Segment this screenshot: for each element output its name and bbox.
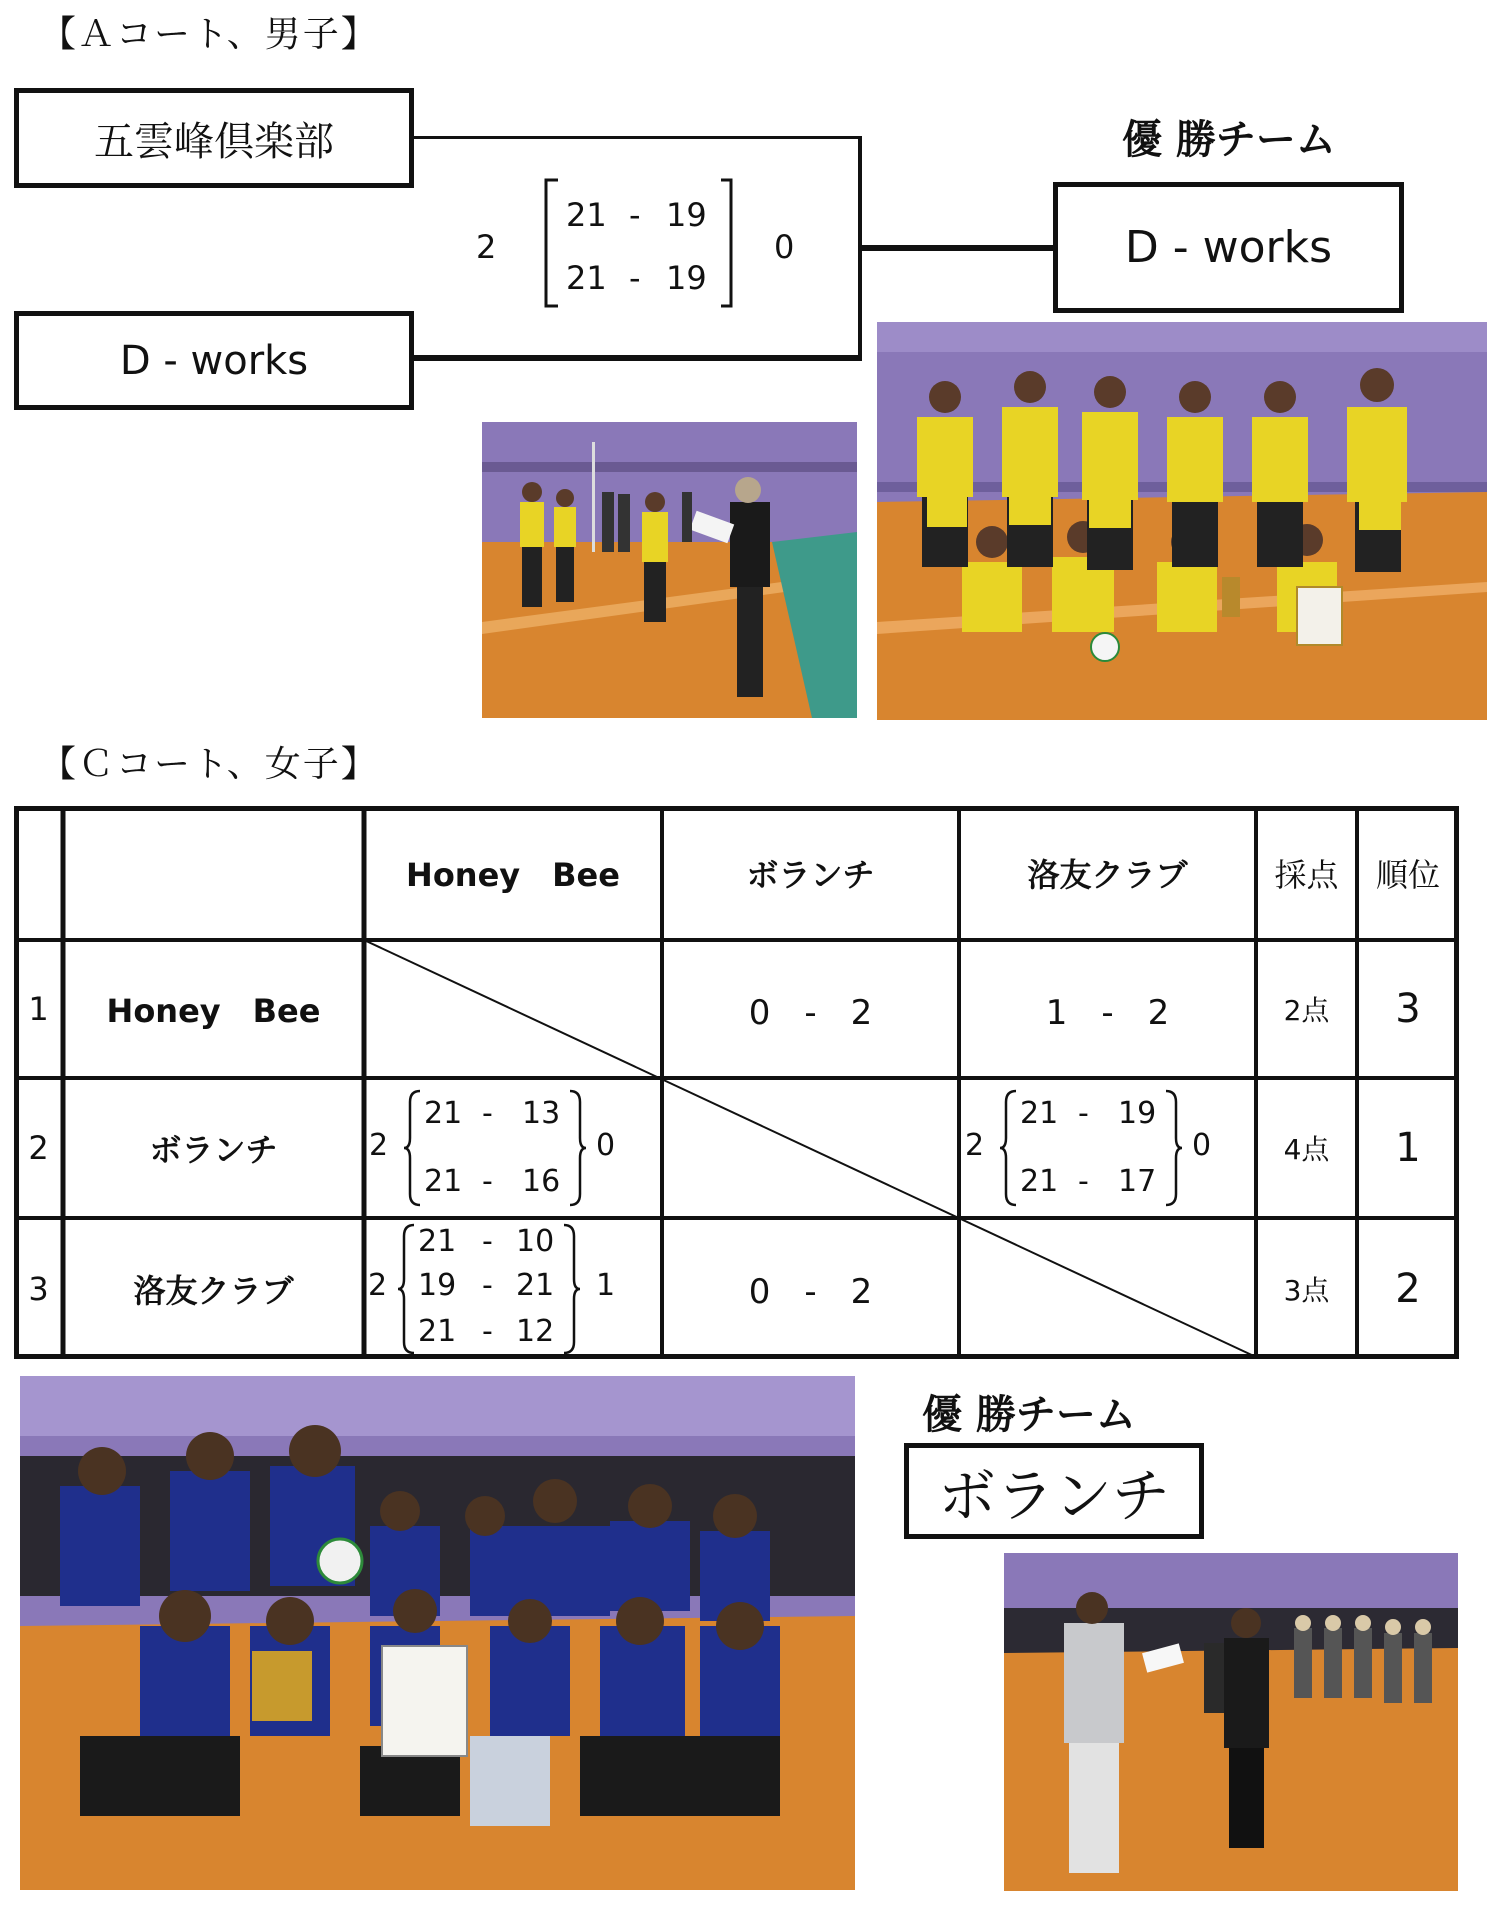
header-honeybee: Honey Bee: [406, 856, 620, 894]
court-a-champion-box: D - works: [1053, 182, 1404, 313]
header-rank: 順位: [1375, 856, 1440, 894]
final-set2-sep: -: [629, 259, 641, 297]
row2-vs1-brace-right: [566, 1088, 588, 1208]
row3-vs1-s1-sep: -: [482, 1224, 493, 1259]
row2-vs1-left: 2: [369, 1128, 389, 1163]
row1-number: 1: [28, 990, 49, 1028]
row3-points: 3点: [1283, 1273, 1330, 1307]
row2-vs1-brace-left: [402, 1088, 424, 1208]
row2-vs3-left: 2: [965, 1128, 985, 1163]
photo-women-champion-team: [20, 1376, 855, 1890]
court-c-champion-label: 優 勝チーム: [922, 1391, 1136, 1438]
row3-vs1-s1-right: 10: [516, 1224, 555, 1259]
row3-team: 洛友クラブ: [133, 1271, 294, 1310]
court-a-heading: 【Ａコート、男子】: [40, 14, 379, 55]
score-bracket-left: [540, 178, 562, 308]
row2-vs3-right: 0: [1192, 1128, 1212, 1163]
row1-vs-rakuyu: 1 - 2: [1045, 992, 1170, 1033]
row3-vs1-s2-right: 21: [516, 1268, 555, 1303]
row2-rank: 1: [1395, 1125, 1421, 1171]
photo-women-award-ceremony: [1004, 1553, 1458, 1891]
header-volanchi: ボランチ: [746, 856, 875, 894]
row3-vs1-s3-left: 21: [418, 1314, 457, 1349]
final-set2-right: 19: [666, 259, 707, 297]
final-set1-left: 21: [566, 196, 607, 234]
court-a-champion-label: 優 勝チーム: [1122, 116, 1336, 163]
row2-vs3-s2-right: 17: [1118, 1164, 1157, 1199]
row1-points: 2点: [1283, 994, 1330, 1027]
row2-vs1-s1-left: 21: [424, 1096, 463, 1131]
row3-vs1-s3-right: 12: [516, 1314, 555, 1349]
final-left-sets: 2: [476, 228, 497, 266]
row2-team: ボランチ: [149, 1131, 278, 1169]
photo-men-champion-team: [877, 322, 1487, 720]
final-right-sets: 0: [774, 228, 795, 266]
row3-rank: 2: [1395, 1265, 1421, 1312]
row2-vs3-s2-left: 21: [1020, 1164, 1059, 1199]
header-rakuyu: 洛友クラブ: [1027, 856, 1188, 894]
row2-vs1-s1-right: 13: [522, 1096, 561, 1131]
team-box-dworks: D - works: [14, 311, 414, 410]
row1-vs-volanchi: 0 - 2: [748, 992, 873, 1033]
row1-rank: 3: [1395, 986, 1421, 1032]
row3-vs1-s3-sep: -: [482, 1314, 493, 1349]
row2-vs3-s1-right: 19: [1118, 1096, 1157, 1131]
row3-vs1-s2-left: 19: [418, 1268, 457, 1303]
court-c-champion-box: ボランチ: [904, 1443, 1204, 1539]
row2-number: 2: [28, 1129, 49, 1167]
row3-vs1-brace-left: [396, 1222, 418, 1356]
row2-vs1-s2-left: 21: [424, 1164, 463, 1199]
row3-vs1-brace-right: [560, 1222, 582, 1356]
row2-vs1-right: 0: [596, 1128, 616, 1163]
row2-vs3-s1-left: 21: [1020, 1096, 1059, 1131]
bracket-line-top: [414, 136, 861, 139]
row2-vs3-s1-sep: -: [1078, 1096, 1089, 1131]
row3-vs1-left: 2: [368, 1268, 388, 1303]
photo-men-award-ceremony: [482, 422, 857, 718]
round-robin-table: [14, 806, 1459, 1359]
final-set1-right: 19: [666, 196, 707, 234]
row2-vs3-brace-right: [1162, 1088, 1184, 1208]
row3-vs1-right: 1: [596, 1268, 616, 1303]
final-set1-sep: -: [629, 196, 641, 234]
court-c-heading: 【Ｃコート、女子】: [40, 744, 379, 785]
row2-vs1-s2-right: 16: [522, 1164, 561, 1199]
row2-vs3-brace-left: [998, 1088, 1020, 1208]
row2-vs3-s2-sep: -: [1078, 1164, 1089, 1199]
row1-team: Honey Bee: [106, 992, 321, 1030]
row3-vs-volanchi: 0 - 2: [748, 1272, 873, 1312]
row3-vs1-s1-left: 21: [418, 1224, 457, 1259]
final-set2-left: 21: [566, 259, 607, 297]
bracket-line-winner: [858, 245, 1058, 251]
row2-points: 4点: [1283, 1133, 1330, 1166]
bracket-line-bottom: [414, 355, 862, 361]
header-points: 採点: [1274, 856, 1339, 894]
row2-vs1-s2-sep: -: [482, 1164, 493, 1199]
team-box-gounpo: 五雲峰倶楽部: [14, 88, 414, 188]
row3-vs1-s2-sep: -: [482, 1268, 493, 1303]
score-bracket-right: [717, 178, 739, 308]
row3-number: 3: [28, 1269, 49, 1308]
row2-vs1-s1-sep: -: [482, 1096, 493, 1131]
